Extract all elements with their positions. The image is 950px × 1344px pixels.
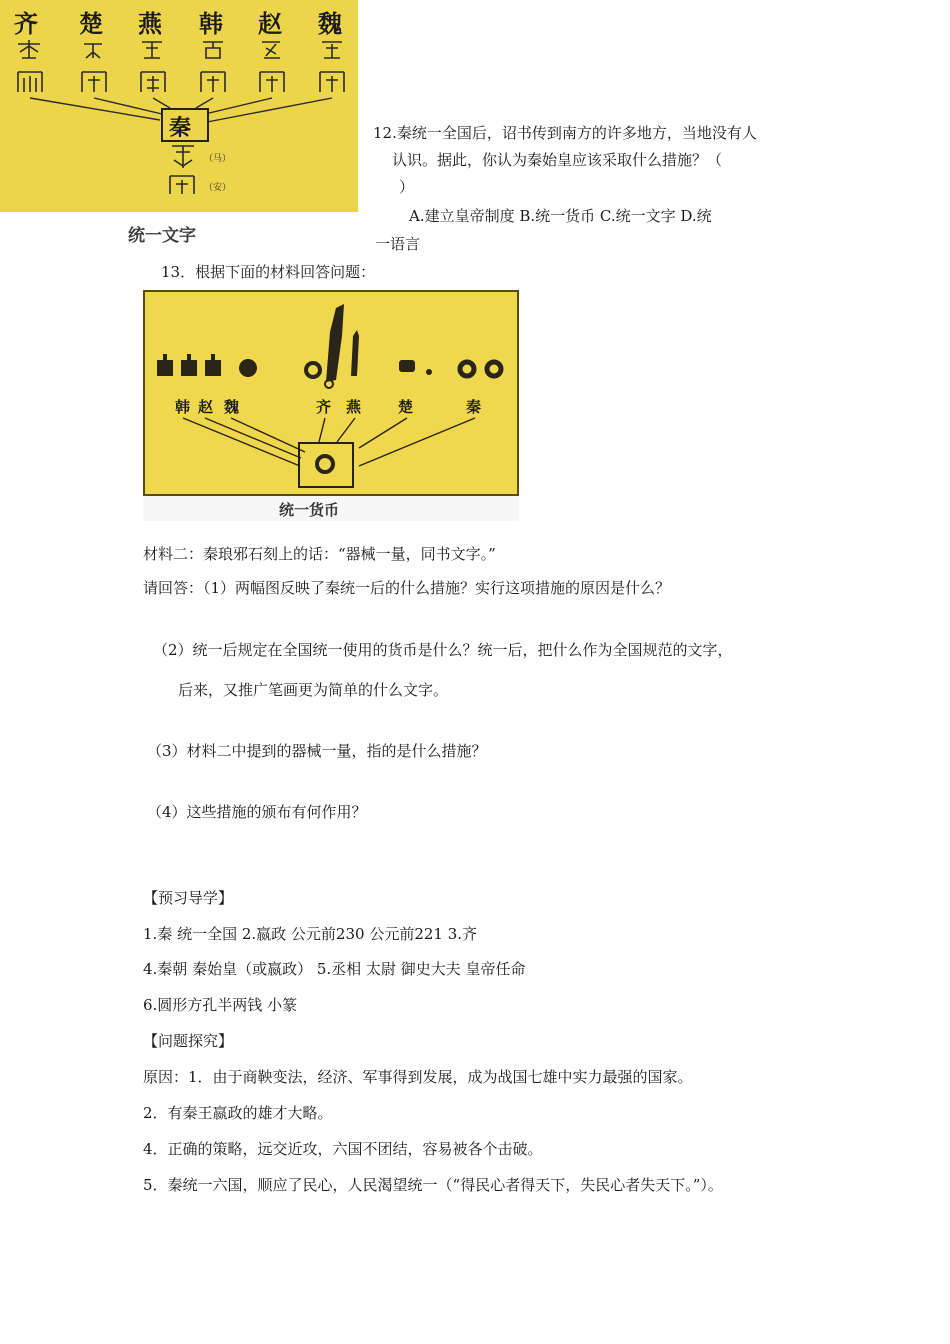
preview-line-1: 1.秦 统一全国 2.嬴政 公元前230 公元前221 3.齐 — [143, 925, 478, 943]
note-an: （安） — [204, 183, 232, 193]
state-name-chu: 楚 — [79, 10, 103, 38]
coin-label-han: 韩 — [175, 398, 191, 416]
unify-script-figure — [0, 0, 360, 248]
explore-line-4: 5．秦统一六国，顺应了民心，人民渴望统一（“得民心者得天下，失民心者失天下。”）。 — [143, 1176, 723, 1194]
coin-label-yan: 燕 — [346, 398, 362, 416]
unify-currency-caption: 统一货币 — [279, 501, 340, 519]
q12-line3: ） — [399, 178, 415, 196]
unify-currency-caption-bar — [143, 496, 519, 521]
q13-ask4: （4）这些措施的颁布有何作用？ — [147, 803, 367, 821]
qin-center-box — [161, 108, 209, 142]
unify-currency-figure — [143, 290, 519, 521]
state-name-zhao: 赵 — [258, 10, 282, 38]
q13-ask2-line2: 后来，又推广笔画更为简单的什么文字。 — [178, 681, 449, 699]
explore-heading: 【问题探究】 — [143, 1032, 234, 1050]
coin-label-wei: 魏 — [224, 398, 240, 416]
coin-label-zhao: 赵 — [198, 398, 214, 416]
preview-line-3: 6.圆形方孔半两钱 小篆 — [143, 996, 298, 1014]
unify-script-caption: 统一文字 — [128, 226, 196, 246]
coin-label-chu: 楚 — [398, 398, 414, 416]
unify-script-panel — [0, 0, 358, 212]
unify-currency-panel — [143, 290, 519, 496]
material-two: 材料二：秦琅邪石刻上的话：“器械一量，同书文字。” — [143, 545, 496, 563]
note-ma: （马） — [204, 154, 232, 164]
q13-title: 13．根据下面的材料回答问题： — [161, 263, 376, 281]
q12-line1: 12.秦统一全国后，诏书传到南方的许多地方，当地没有人 — [373, 124, 757, 142]
explore-line-2: 2．有秦王嬴政的雄才大略。 — [143, 1104, 333, 1122]
preview-line-2: 4.秦朝 秦始皇（或嬴政） 5.丞相 太尉 御史大夫 皇帝任命 — [143, 960, 526, 978]
q12-line2: 认识。据此，你认为秦始皇应该采取什么措施？（ — [392, 151, 723, 169]
q13-ask1: 请回答：（1）两幅图反映了秦统一后的什么措施？实行这项措施的原因是什么？ — [143, 579, 671, 597]
state-name-qi: 齐 — [14, 10, 38, 38]
coin-label-qin: 秦 — [466, 398, 482, 416]
state-name-wei: 魏 — [318, 10, 342, 38]
state-name-han: 韩 — [199, 10, 223, 38]
q12-options: A.建立皇帝制度 B.统一货币 C.统一文字 D.统 — [409, 207, 712, 225]
preview-heading: 【预习导学】 — [143, 889, 234, 907]
explore-line-1: 原因：1．由于商鞅变法，经济、军事得到发展，成为战国七雄中实力最强的国家。 — [143, 1068, 693, 1086]
qin-label: 秦 — [169, 116, 192, 141]
explore-line-3: 4．正确的策略，远交近攻，六国不团结，容易被各个击破。 — [143, 1140, 543, 1158]
q13-ask2-line1: （2）统一后规定在全国统一使用的货币是什么？统一后，把什么作为全国规范的文字， — [153, 641, 733, 659]
q12-options-cont: 一语言 — [375, 235, 421, 253]
coin-label-qi: 齐 — [316, 398, 332, 416]
state-name-yan: 燕 — [138, 10, 162, 38]
seal-script-glyphs — [0, 0, 358, 212]
q13-ask3: （3）材料二中提到的器械一量，指的是什么措施？ — [147, 742, 487, 760]
unify-script-caption-bar — [0, 212, 358, 248]
qin-coin-box — [298, 442, 354, 488]
